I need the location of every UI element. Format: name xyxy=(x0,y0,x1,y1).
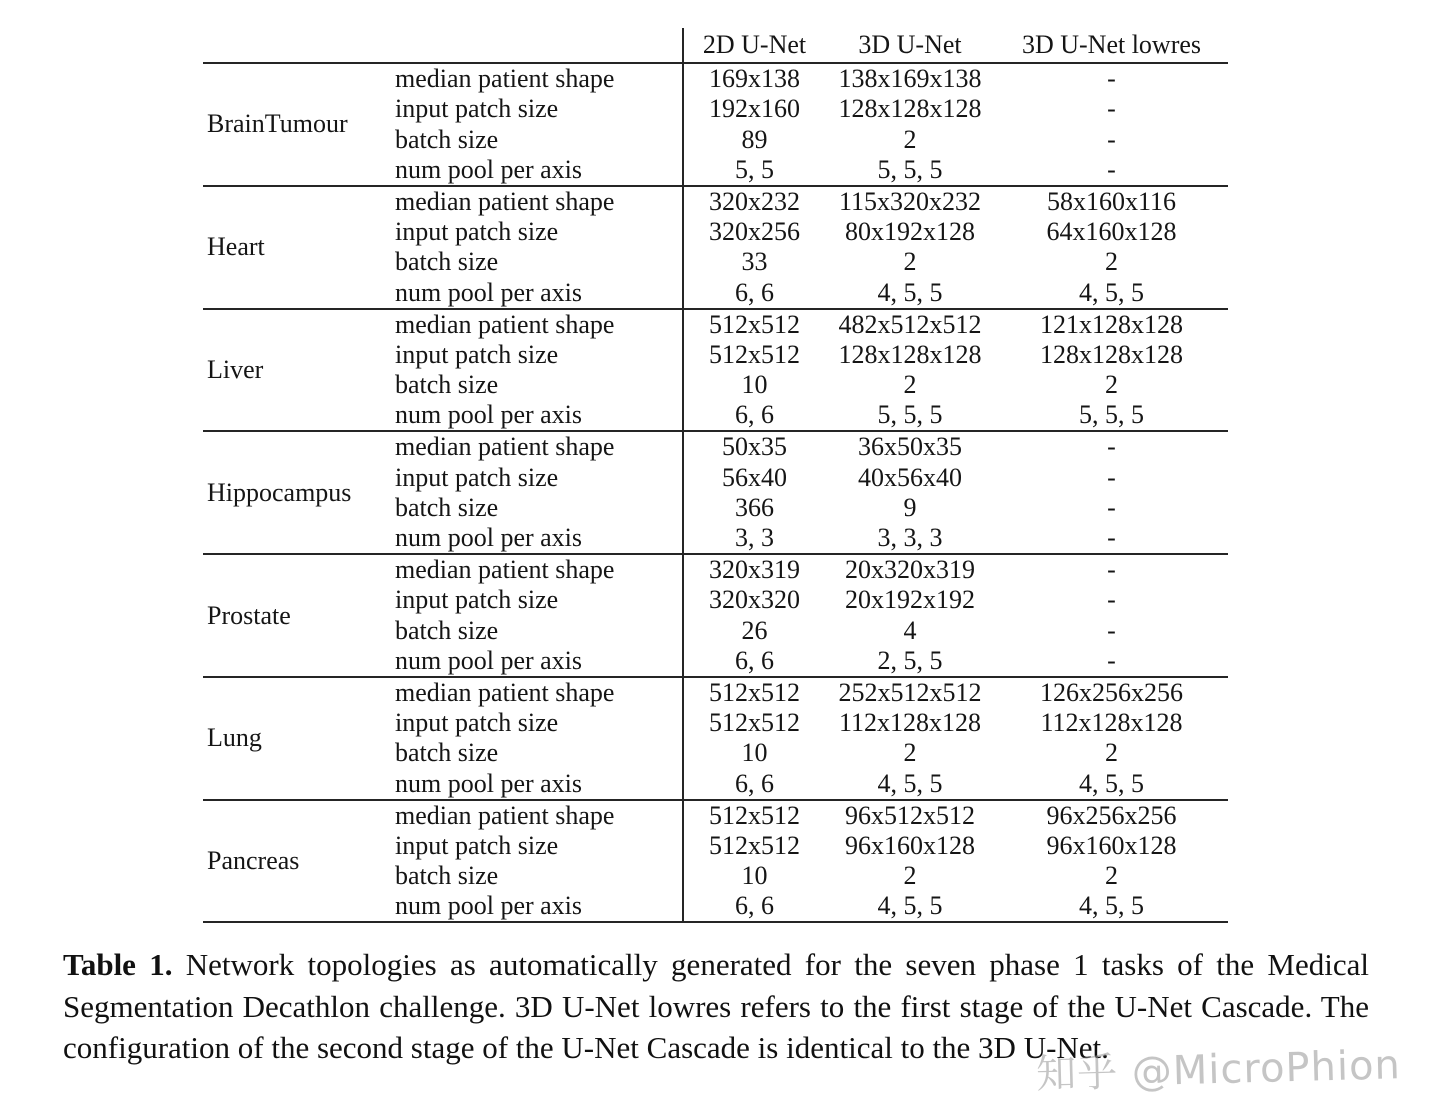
cell-braintumour-num-pool-per-axis-3d-unet-lowres: - xyxy=(995,155,1228,186)
cell-heart-batch-size-2d-unet: 33 xyxy=(683,247,825,277)
cell-lung-num-pool-per-axis-3d-unet: 4, 5, 5 xyxy=(825,769,995,800)
caption-label: Table 1. xyxy=(63,947,173,982)
cell-prostate-num-pool-per-axis-3d-unet: 2, 5, 5 xyxy=(825,646,995,677)
cell-lung-input-patch-size-2d-unet: 512x512 xyxy=(683,708,825,738)
cell-pancreas-num-pool-per-axis-3d-unet: 4, 5, 5 xyxy=(825,891,995,922)
caption-text: Network topologies as automatically generated for the seven phase 1 tasks of the Medical Segmentation Decathlon challenge. 3D U-Net lowres refers to the first stage of the U-Net Cascade. The configuration of the second stage of the U-Net Cascade is identical to the 3D U-Net. xyxy=(63,947,1369,1065)
row-label-num-pool-per-axis: num pool per axis xyxy=(393,400,683,431)
row-label-median-patient-shape: median patient shape xyxy=(395,186,615,216)
cell-liver-num-pool-per-axis-3d-unet-lowres: 5, 5, 5 xyxy=(995,400,1228,431)
cell-heart-median-patient-shape-3d-unet-lowres: 58x160x116 xyxy=(1046,186,1177,216)
row-label-batch-size: batch size xyxy=(395,861,499,891)
cell-hippocampus-num-pool-per-axis-3d-unet: 3, 3, 3 xyxy=(825,523,995,554)
task-label-liver: Liver xyxy=(203,309,393,432)
cell-braintumour-batch-size-3d-unet-lowres: - xyxy=(1107,124,1116,154)
cell-pancreas-batch-size-2d-unet: 10 xyxy=(683,861,825,891)
col-header-3d-unet-lowres: 3D U-Net lowres xyxy=(995,28,1228,63)
cell-braintumour-num-pool-per-axis-2d-unet: 5, 5 xyxy=(683,155,825,186)
cell-lung-median-patient-shape-3d-unet-lowres: 126x256x256 xyxy=(1040,677,1183,707)
row-label-batch-size: batch size xyxy=(395,615,499,645)
cell-braintumour-num-pool-per-axis-3d-unet: 5, 5, 5 xyxy=(825,155,995,186)
cell-hippocampus-num-pool-per-axis-3d-unet-lowres: - xyxy=(995,523,1228,554)
task-label-lung: Lung xyxy=(203,677,393,800)
table-row-liver-median-patient-shape xyxy=(203,309,1228,340)
cell-prostate-median-patient-shape-2d-unet: 320x319 xyxy=(683,554,825,585)
task-label-hippocampus: Hippocampus xyxy=(203,431,393,554)
cell-lung-num-pool-per-axis-3d-unet-lowres: 4, 5, 5 xyxy=(995,769,1228,800)
row-label-input-patch-size: input patch size xyxy=(395,94,559,124)
row-label-input-patch-size: input patch size xyxy=(395,462,559,492)
row-label-median-patient-shape: median patient shape xyxy=(395,677,615,707)
cell-heart-input-patch-size-2d-unet: 320x256 xyxy=(683,217,825,247)
table-row-heart-median-patient-shape xyxy=(203,186,1228,217)
row-label-input-patch-size: input patch size xyxy=(395,585,559,615)
table-header-row xyxy=(203,28,1228,63)
cell-prostate-input-patch-size-3d-unet: 20x192x192 xyxy=(845,585,975,615)
cell-lung-batch-size-3d-unet-lowres: 2 xyxy=(1105,738,1118,768)
task-label-pancreas: Pancreas xyxy=(203,800,393,923)
cell-hippocampus-batch-size-3d-unet-lowres: - xyxy=(1107,492,1116,522)
cell-hippocampus-num-pool-per-axis-2d-unet: 3, 3 xyxy=(683,523,825,554)
row-label-num-pool-per-axis: num pool per axis xyxy=(393,278,683,309)
cell-pancreas-input-patch-size-3d-unet-lowres: 96x160x128 xyxy=(1046,830,1177,860)
cell-hippocampus-median-patient-shape-2d-unet: 50x35 xyxy=(683,431,825,462)
row-label-median-patient-shape: median patient shape xyxy=(395,309,615,339)
row-label-median-patient-shape: median patient shape xyxy=(395,432,615,462)
cell-pancreas-median-patient-shape-2d-unet: 512x512 xyxy=(683,800,825,831)
cell-liver-median-patient-shape-3d-unet-lowres: 121x128x128 xyxy=(1040,309,1183,339)
cell-heart-batch-size-3d-unet: 2 xyxy=(903,247,917,277)
cell-pancreas-batch-size-3d-unet: 2 xyxy=(903,861,917,891)
row-label-num-pool-per-axis: num pool per axis xyxy=(393,646,683,677)
cell-hippocampus-input-patch-size-3d-unet-lowres: - xyxy=(1107,462,1116,492)
cell-prostate-num-pool-per-axis-3d-unet-lowres: - xyxy=(995,646,1228,677)
row-label-batch-size: batch size xyxy=(395,738,499,768)
table-row-lung-median-patient-shape xyxy=(203,677,1228,708)
cell-heart-num-pool-per-axis-2d-unet: 6, 6 xyxy=(683,278,825,309)
row-label-batch-size: batch size xyxy=(395,124,499,154)
cell-hippocampus-input-patch-size-3d-unet: 40x56x40 xyxy=(858,462,962,492)
row-label-median-patient-shape: median patient shape xyxy=(395,555,615,585)
cell-lung-median-patient-shape-2d-unet: 512x512 xyxy=(683,677,825,708)
task-label-heart: Heart xyxy=(203,186,393,309)
cell-liver-batch-size-3d-unet: 2 xyxy=(903,370,917,400)
cell-lung-input-patch-size-3d-unet-lowres: 112x128x128 xyxy=(1040,708,1183,738)
watermark: 知乎 @MicroPhion xyxy=(1035,1042,1402,1098)
cell-pancreas-input-patch-size-2d-unet: 512x512 xyxy=(683,831,825,861)
cell-braintumour-input-patch-size-3d-unet-lowres: - xyxy=(1107,94,1116,124)
cell-heart-median-patient-shape-2d-unet: 320x232 xyxy=(683,186,825,217)
cell-prostate-batch-size-3d-unet-lowres: - xyxy=(1107,615,1116,645)
cell-pancreas-input-patch-size-3d-unet: 96x160x128 xyxy=(845,830,975,860)
cell-pancreas-num-pool-per-axis-2d-unet: 6, 6 xyxy=(683,891,825,922)
cell-lung-input-patch-size-3d-unet: 112x128x128 xyxy=(838,708,982,738)
cell-hippocampus-median-patient-shape-3d-unet-lowres: - xyxy=(1107,432,1116,462)
table-row-braintumour-median-patient-shape xyxy=(203,63,1228,94)
cell-braintumour-batch-size-2d-unet: 89 xyxy=(683,124,825,154)
task-label-braintumour: BrainTumour xyxy=(203,63,393,186)
row-label-batch-size: batch size xyxy=(395,370,499,400)
row-label-batch-size: batch size xyxy=(395,492,499,522)
col-header-3d-unet: 3D U-Net xyxy=(825,28,995,63)
col-header-2d-unet: 2D U-Net xyxy=(683,28,825,63)
cell-heart-batch-size-3d-unet-lowres: 2 xyxy=(1105,247,1118,277)
row-label-num-pool-per-axis: num pool per axis xyxy=(393,891,683,922)
table-row-prostate-median-patient-shape xyxy=(203,554,1228,585)
cell-liver-input-patch-size-2d-unet: 512x512 xyxy=(683,340,825,370)
cell-pancreas-median-patient-shape-3d-unet: 96x512x512 xyxy=(845,800,975,830)
row-label-num-pool-per-axis: num pool per axis xyxy=(393,523,683,554)
cell-braintumour-median-patient-shape-3d-unet: 138x169x138 xyxy=(838,64,982,93)
cell-prostate-input-patch-size-3d-unet-lowres: - xyxy=(1107,585,1116,615)
cell-hippocampus-input-patch-size-2d-unet: 56x40 xyxy=(683,462,825,492)
cell-braintumour-input-patch-size-2d-unet: 192x160 xyxy=(683,94,825,124)
row-label-input-patch-size: input patch size xyxy=(395,830,559,860)
cell-liver-input-patch-size-3d-unet-lowres: 128x128x128 xyxy=(1040,339,1183,369)
cell-prostate-median-patient-shape-3d-unet-lowres: - xyxy=(1107,555,1116,585)
cell-liver-num-pool-per-axis-2d-unet: 6, 6 xyxy=(683,400,825,431)
cell-prostate-num-pool-per-axis-2d-unet: 6, 6 xyxy=(683,646,825,677)
cell-pancreas-num-pool-per-axis-3d-unet-lowres: 4, 5, 5 xyxy=(995,891,1228,922)
table-row-hippocampus-median-patient-shape xyxy=(203,431,1228,462)
cell-heart-num-pool-per-axis-3d-unet-lowres: 4, 5, 5 xyxy=(995,278,1228,309)
cell-liver-batch-size-2d-unet: 10 xyxy=(683,370,825,400)
header-spacer xyxy=(203,28,683,63)
cell-lung-num-pool-per-axis-2d-unet: 6, 6 xyxy=(683,769,825,800)
cell-pancreas-batch-size-3d-unet-lowres: 2 xyxy=(1105,861,1118,891)
cell-hippocampus-batch-size-3d-unet: 9 xyxy=(903,492,917,522)
cell-liver-num-pool-per-axis-3d-unet: 5, 5, 5 xyxy=(825,400,995,431)
cell-heart-input-patch-size-3d-unet-lowres: 64x160x128 xyxy=(1046,216,1177,246)
cell-prostate-input-patch-size-2d-unet: 320x320 xyxy=(683,585,825,615)
row-label-input-patch-size: input patch size xyxy=(395,708,559,738)
cell-lung-batch-size-2d-unet: 10 xyxy=(683,738,825,768)
cell-prostate-median-patient-shape-3d-unet: 20x320x319 xyxy=(845,555,975,585)
cell-pancreas-median-patient-shape-3d-unet-lowres: 96x256x256 xyxy=(1046,800,1177,830)
cell-liver-input-patch-size-3d-unet: 128x128x128 xyxy=(838,339,982,369)
cell-liver-median-patient-shape-3d-unet: 482x512x512 xyxy=(838,309,982,339)
row-label-input-patch-size: input patch size xyxy=(395,339,559,369)
row-label-input-patch-size: input patch size xyxy=(395,216,559,246)
cell-heart-input-patch-size-3d-unet: 80x192x128 xyxy=(845,216,975,246)
row-label-batch-size: batch size xyxy=(395,247,499,277)
cell-hippocampus-median-patient-shape-3d-unet: 36x50x35 xyxy=(858,432,962,462)
table-row-pancreas-median-patient-shape xyxy=(203,800,1228,831)
cell-prostate-batch-size-2d-unet: 26 xyxy=(683,616,825,646)
cell-lung-median-patient-shape-3d-unet: 252x512x512 xyxy=(838,677,982,707)
row-label-num-pool-per-axis: num pool per axis xyxy=(393,155,683,186)
row-label-median-patient-shape: median patient shape xyxy=(395,800,615,830)
cell-heart-median-patient-shape-3d-unet: 115x320x232 xyxy=(838,186,982,216)
table-caption xyxy=(63,944,1369,1069)
cell-hippocampus-batch-size-2d-unet: 366 xyxy=(683,493,825,523)
cell-liver-median-patient-shape-2d-unet: 512x512 xyxy=(683,309,825,340)
cell-braintumour-batch-size-3d-unet: 2 xyxy=(903,124,917,154)
cell-heart-num-pool-per-axis-3d-unet: 4, 5, 5 xyxy=(825,278,995,309)
task-label-prostate: Prostate xyxy=(203,554,393,677)
cell-prostate-batch-size-3d-unet: 4 xyxy=(903,615,917,645)
row-label-num-pool-per-axis: num pool per axis xyxy=(393,769,683,800)
cell-braintumour-median-patient-shape-3d-unet-lowres: - xyxy=(1107,64,1116,93)
cell-liver-batch-size-3d-unet-lowres: 2 xyxy=(1105,370,1118,400)
cell-lung-batch-size-3d-unet: 2 xyxy=(903,738,917,768)
row-label-median-patient-shape: median patient shape xyxy=(395,64,615,93)
network-topology-table xyxy=(203,28,1228,923)
cell-braintumour-input-patch-size-3d-unet: 128x128x128 xyxy=(838,94,982,124)
cell-braintumour-median-patient-shape-2d-unet: 169x138 xyxy=(683,63,825,94)
